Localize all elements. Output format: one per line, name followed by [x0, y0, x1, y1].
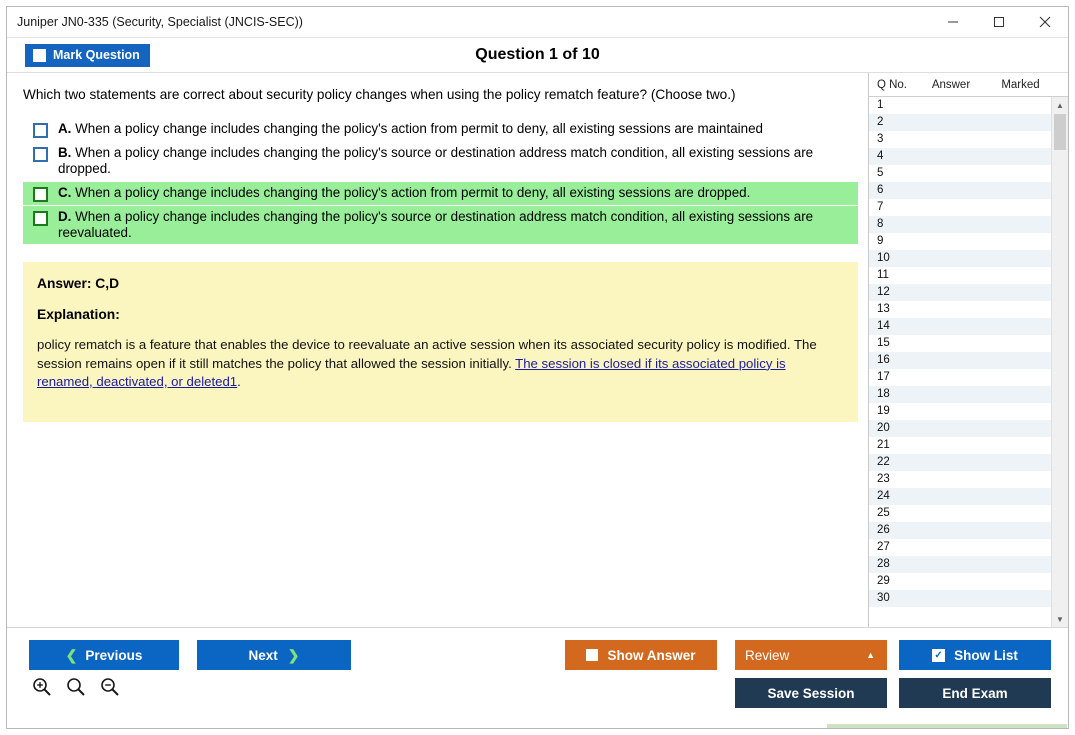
exam-window	[6, 6, 1069, 729]
question-number-cell: 2	[877, 116, 884, 128]
save-session-label: Save Session	[767, 685, 855, 701]
question-number-cell: 18	[877, 388, 890, 400]
question-text: Which two statements are correct about security policy changes when using the policy rematch feature? (Choose two.)	[23, 87, 736, 102]
question-number-cell: 20	[877, 422, 890, 434]
chevron-down-icon: ▲	[866, 650, 875, 660]
explanation-text-before: policy rematch is a feature that enables the device to reevaluate an active session when its associated security policy is modified. The session remains open if it still matches the policy that allowed the session initially.	[37, 337, 817, 371]
question-rows-host	[869, 97, 1068, 607]
table-row[interactable]	[869, 352, 1068, 369]
table-row[interactable]	[869, 301, 1068, 318]
answer-cell	[923, 301, 995, 318]
zoom-out-icon[interactable]	[99, 676, 121, 698]
question-number-cell: 14	[877, 320, 890, 332]
explanation-text-after: .	[237, 373, 241, 389]
option-a-text	[58, 121, 763, 137]
option-d[interactable]	[23, 206, 858, 245]
answer-explanation-panel	[23, 262, 858, 422]
question-number-cell: 24	[877, 490, 890, 502]
question-header	[7, 38, 1068, 73]
option-a-letter: A.	[58, 120, 72, 136]
table-row[interactable]	[869, 471, 1068, 488]
mark-question-button[interactable]	[25, 44, 150, 67]
table-row[interactable]	[869, 454, 1068, 471]
answer-cell	[923, 369, 995, 386]
answer-cell	[923, 216, 995, 233]
option-b-letter: B.	[58, 144, 72, 160]
table-row[interactable]	[869, 488, 1068, 505]
answer-cell	[923, 335, 995, 352]
previous-label: Previous	[85, 647, 143, 663]
explanation-link[interactable]: The session is closed if its associated policy is renamed, deactivated, or deleted1	[37, 355, 786, 389]
footer-toolbar	[7, 627, 1068, 728]
option-c-letter: C.	[58, 184, 72, 200]
table-row[interactable]	[869, 233, 1068, 250]
table-row[interactable]	[869, 199, 1068, 216]
explanation-heading: Explanation:	[37, 307, 120, 323]
option-c-text	[58, 185, 750, 201]
answer-cell	[923, 267, 995, 284]
answer-cell	[923, 573, 995, 590]
question-list-scrollbar[interactable]	[1051, 97, 1068, 627]
question-number-cell: 15	[877, 337, 890, 349]
show-list-label: Show List	[954, 647, 1018, 663]
answer-cell	[923, 233, 995, 250]
table-row[interactable]	[869, 369, 1068, 386]
title-bar	[7, 7, 1068, 38]
save-session-button[interactable]	[735, 678, 887, 708]
question-number-cell: 17	[877, 371, 890, 383]
body-area	[7, 73, 1068, 627]
question-list-pane	[868, 73, 1068, 627]
answer-cell	[923, 284, 995, 301]
answer-cell	[923, 352, 995, 369]
answer-cell	[923, 522, 995, 539]
answer-cell	[923, 403, 995, 420]
question-number-cell: 10	[877, 252, 890, 264]
maximize-icon[interactable]	[976, 8, 1022, 37]
option-d-letter: D.	[58, 208, 72, 224]
table-row[interactable]	[869, 131, 1068, 148]
answer-cell	[923, 539, 995, 556]
option-b[interactable]	[23, 142, 858, 181]
option-b-checkbox[interactable]	[33, 147, 48, 162]
table-row[interactable]	[869, 573, 1068, 590]
table-row[interactable]	[869, 216, 1068, 233]
show-list-button[interactable]	[899, 640, 1051, 670]
answer-cell	[923, 505, 995, 522]
option-a-body: When a policy change includes changing the policy's action from permit to deny, all existing sessions are maintained	[75, 120, 763, 136]
table-row[interactable]	[869, 437, 1068, 454]
question-number-cell: 7	[877, 201, 884, 213]
answer-cell	[923, 250, 995, 267]
table-row[interactable]	[869, 420, 1068, 437]
question-number-cell: 4	[877, 150, 884, 162]
option-c[interactable]	[23, 182, 858, 205]
review-label: Review	[745, 647, 790, 663]
question-number-cell: 16	[877, 354, 890, 366]
option-a[interactable]	[23, 118, 858, 141]
table-row[interactable]	[869, 114, 1068, 131]
end-exam-label: End Exam	[942, 685, 1008, 701]
question-number-cell: 8	[877, 218, 884, 230]
page-title: Question 1 of 10	[475, 46, 600, 63]
table-row[interactable]	[869, 539, 1068, 556]
answer-cell	[923, 454, 995, 471]
question-number-cell: 3	[877, 133, 884, 145]
question-pane	[7, 73, 868, 627]
next-button[interactable]	[197, 640, 351, 670]
question-number-cell: 27	[877, 541, 890, 553]
table-row[interactable]	[869, 284, 1068, 301]
question-number-cell: 22	[877, 456, 890, 468]
chevron-right-icon: ❯	[287, 646, 300, 663]
table-row[interactable]	[869, 505, 1068, 522]
answer-cell	[923, 199, 995, 216]
option-d-text	[58, 209, 852, 242]
option-c-checkbox[interactable]	[33, 187, 48, 202]
question-number-cell: 9	[877, 235, 884, 247]
review-dropdown-button[interactable]	[735, 640, 887, 670]
table-row[interactable]	[869, 267, 1068, 284]
column-q-no: Q No.	[876, 79, 908, 91]
table-row[interactable]	[869, 556, 1068, 573]
question-number-cell: 5	[877, 167, 884, 179]
question-number-cell: 19	[877, 405, 890, 417]
option-b-text	[58, 145, 852, 178]
table-row[interactable]	[869, 182, 1068, 199]
table-row[interactable]	[869, 386, 1068, 403]
table-row[interactable]	[869, 590, 1068, 607]
zoom-in-icon[interactable]	[31, 676, 53, 698]
table-row[interactable]	[869, 97, 1068, 114]
question-list-header	[869, 73, 1068, 97]
table-row[interactable]	[869, 250, 1068, 267]
show-answer-label: Show Answer	[607, 647, 696, 663]
answer-cell	[923, 131, 995, 148]
show-list-checkbox-icon: ✓	[932, 649, 945, 662]
question-number-cell: 12	[877, 286, 890, 298]
answer-cell	[923, 318, 995, 335]
window-title: Juniper JN0-335 (Security, Specialist (JNCIS-SEC))	[17, 15, 303, 29]
chevron-left-icon: ❮	[65, 646, 78, 663]
status-strip	[827, 724, 1067, 728]
mark-question-checkbox-icon	[33, 49, 46, 62]
answer-cell	[923, 556, 995, 573]
table-row[interactable]	[869, 522, 1068, 539]
answer-cell	[923, 437, 995, 454]
option-a-checkbox[interactable]	[33, 123, 48, 138]
table-row[interactable]	[869, 165, 1068, 182]
question-number-cell: 6	[877, 184, 884, 196]
previous-button[interactable]	[29, 640, 179, 670]
question-number-cell: 21	[877, 439, 890, 451]
answer-cell	[923, 420, 995, 437]
question-number-cell: 29	[877, 575, 890, 587]
question-number-cell: 23	[877, 473, 890, 485]
close-icon[interactable]	[1022, 8, 1068, 37]
question-number-cell: 25	[877, 507, 890, 519]
question-number-cell: 11	[877, 269, 889, 281]
table-row[interactable]	[869, 335, 1068, 352]
question-number-cell: 28	[877, 558, 890, 570]
mark-question-label: Mark Question	[53, 48, 140, 62]
answer-cell	[923, 148, 995, 165]
show-answer-button[interactable]	[565, 640, 717, 670]
option-d-body: When a policy change includes changing the policy's source or destination address match condition, all existing sessions are reevaluated.	[58, 208, 814, 241]
question-number-cell: 26	[877, 524, 890, 536]
question-number-cell: 30	[877, 592, 890, 604]
table-row[interactable]	[869, 318, 1068, 335]
answer-cell	[923, 471, 995, 488]
question-list-rows[interactable]	[869, 97, 1068, 627]
answer-cell	[923, 386, 995, 403]
zoom-reset-icon[interactable]	[65, 676, 87, 698]
answer-line: Answer: C,D	[37, 276, 120, 292]
option-d-checkbox[interactable]	[33, 211, 48, 226]
zoom-controls	[31, 676, 121, 698]
option-b-body: When a policy change includes changing the policy's source or destination address match condition, all existing sessions are dropped.	[58, 144, 814, 177]
answer-cell	[923, 165, 995, 182]
answer-cell	[923, 590, 995, 607]
question-number-cell: 1	[877, 99, 884, 111]
table-row[interactable]	[869, 403, 1068, 420]
scroll-down-arrow-icon[interactable]: ▼	[1052, 611, 1068, 627]
end-exam-button[interactable]	[899, 678, 1051, 708]
minimize-icon[interactable]	[930, 8, 976, 37]
next-label: Next	[248, 647, 278, 663]
option-c-body: When a policy change includes changing the policy's action from permit to deny, all existing sessions are dropped.	[75, 184, 751, 200]
explanation-body	[37, 336, 844, 391]
question-number-cell: 13	[877, 303, 890, 315]
table-row[interactable]	[869, 148, 1068, 165]
scroll-thumb[interactable]	[1054, 114, 1066, 150]
column-answer: Answer	[931, 79, 971, 91]
answer-cell	[923, 97, 995, 114]
answer-cell	[923, 488, 995, 505]
scroll-up-arrow-icon[interactable]: ▲	[1052, 97, 1068, 113]
column-marked: Marked	[1001, 79, 1040, 91]
answer-cell	[923, 182, 995, 199]
show-answer-checkbox-icon	[586, 649, 598, 661]
answer-options	[23, 118, 858, 244]
answer-cell	[923, 114, 995, 131]
